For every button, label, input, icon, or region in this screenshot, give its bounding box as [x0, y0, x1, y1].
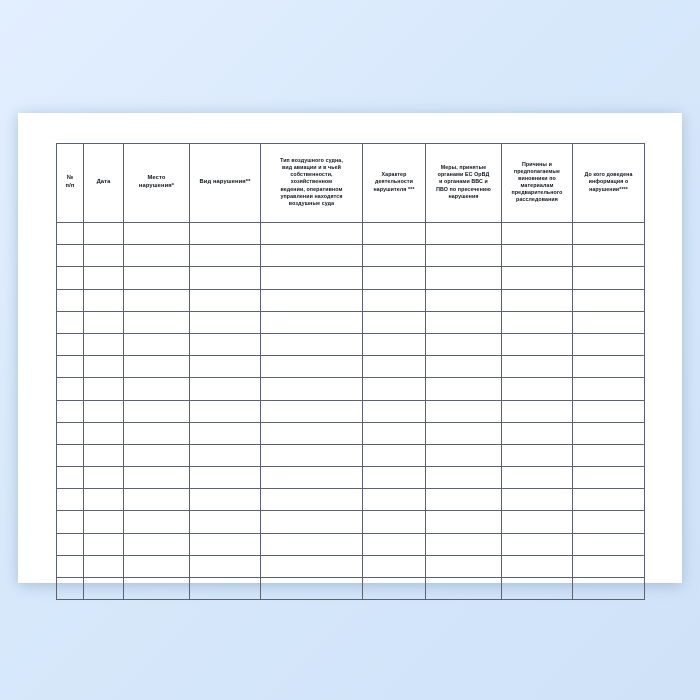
table-cell-number[interactable]: [57, 422, 84, 444]
table-cell-aircraft_type[interactable]: [261, 555, 363, 577]
table-cell-violation_type[interactable]: [190, 400, 261, 422]
table-cell-activity_character[interactable]: [363, 289, 426, 311]
table-cell-informed[interactable]: [573, 223, 645, 245]
table-cell-date[interactable]: [84, 533, 124, 555]
table-cell-informed[interactable]: [573, 289, 645, 311]
table-cell-informed[interactable]: [573, 400, 645, 422]
table-row[interactable]: [57, 489, 645, 511]
table-cell-measures[interactable]: [426, 356, 502, 378]
column-header-place: [124, 144, 190, 223]
table-cell-informed[interactable]: [573, 578, 645, 600]
table-cell-informed[interactable]: [573, 378, 645, 400]
table-cell-informed[interactable]: [573, 422, 645, 444]
table-cell-place[interactable]: [124, 511, 190, 533]
table-cell-aircraft_type[interactable]: [261, 422, 363, 444]
table-cell-number[interactable]: [57, 356, 84, 378]
header-line: органами ЕС ОрВД: [437, 172, 490, 179]
table-cell-place[interactable]: [124, 400, 190, 422]
table-cell-informed[interactable]: [573, 444, 645, 466]
table-cell-number[interactable]: [57, 489, 84, 511]
header-line: Меры, принятые: [440, 165, 487, 172]
table-row[interactable]: [57, 422, 645, 444]
table-cell-date[interactable]: [84, 578, 124, 600]
table-cell-causes[interactable]: [502, 289, 573, 311]
table-cell-informed[interactable]: [573, 267, 645, 289]
table-cell-measures[interactable]: [426, 533, 502, 555]
table-cell-violation_type[interactable]: [190, 578, 261, 600]
column-header-violation-type: [190, 144, 261, 223]
table-cell-activity_character[interactable]: [363, 378, 426, 400]
header-line: управлении находятся: [280, 193, 343, 200]
header-line: предполагаемые: [513, 168, 561, 175]
table-container: [56, 143, 644, 600]
table-cell-measures[interactable]: [426, 267, 502, 289]
table-cell-date[interactable]: [84, 311, 124, 333]
table-cell-place[interactable]: [124, 489, 190, 511]
table-cell-aircraft_type[interactable]: [261, 467, 363, 489]
table-cell-violation_type[interactable]: [190, 289, 261, 311]
table-cell-activity_character[interactable]: [363, 311, 426, 333]
table-cell-place[interactable]: [124, 267, 190, 289]
table-cell-violation_type[interactable]: [190, 223, 261, 245]
table-row[interactable]: [57, 555, 645, 577]
table-cell-violation_type[interactable]: [190, 356, 261, 378]
table-cell-causes[interactable]: [502, 444, 573, 466]
table-cell-aircraft_type[interactable]: [261, 223, 363, 245]
table-cell-number[interactable]: [57, 533, 84, 555]
header-line: расследования: [516, 197, 558, 204]
table-cell-activity_character[interactable]: [363, 533, 426, 555]
header-line: и органами ВВС и: [439, 179, 488, 186]
table-cell-aircraft_type[interactable]: [261, 378, 363, 400]
table-cell-informed[interactable]: [573, 489, 645, 511]
table-cell-measures[interactable]: [426, 555, 502, 577]
table-row[interactable]: [57, 378, 645, 400]
table-cell-date[interactable]: [84, 511, 124, 533]
header-line: Место: [147, 175, 166, 182]
table-cell-number[interactable]: [57, 511, 84, 533]
column-header-activity-character: [363, 144, 426, 223]
table-cell-activity_character[interactable]: [363, 467, 426, 489]
header-line: Тип воздушного судна,: [280, 158, 343, 164]
table-cell-number[interactable]: [57, 311, 84, 333]
table-cell-activity_character[interactable]: [363, 333, 426, 355]
table-row[interactable]: [57, 267, 645, 289]
document-page: [18, 113, 682, 583]
table-cell-measures[interactable]: [426, 289, 502, 311]
table-cell-date[interactable]: [84, 444, 124, 466]
table-cell-place[interactable]: [124, 533, 190, 555]
header-line: Причины и: [522, 161, 552, 168]
table-cell-causes[interactable]: [502, 223, 573, 245]
table-cell-measures[interactable]: [426, 511, 502, 533]
table-cell-causes[interactable]: [502, 267, 573, 289]
table-cell-measures[interactable]: [426, 311, 502, 333]
table-cell-causes[interactable]: [502, 356, 573, 378]
table-cell-aircraft_type[interactable]: [261, 444, 363, 466]
table-cell-measures[interactable]: [426, 378, 502, 400]
header-line: информация о: [588, 179, 629, 186]
header-line: ПВО по пресечению: [436, 186, 491, 193]
table-cell-date[interactable]: [84, 333, 124, 355]
header-line: №: [66, 175, 74, 182]
table-cell-place[interactable]: [124, 578, 190, 600]
table-cell-place[interactable]: [124, 422, 190, 444]
header-line: собственности,: [290, 172, 333, 179]
table-cell-causes[interactable]: [502, 489, 573, 511]
table-cell-causes[interactable]: [502, 533, 573, 555]
table-row[interactable]: [57, 356, 645, 378]
table-cell-informed[interactable]: [573, 333, 645, 355]
table-cell-place[interactable]: [124, 356, 190, 378]
table-cell-date[interactable]: [84, 555, 124, 577]
column-header-informed: [573, 144, 645, 223]
table-cell-causes[interactable]: [502, 378, 573, 400]
table-cell-causes[interactable]: [502, 578, 573, 600]
header-line: нарушении****: [589, 186, 628, 193]
table-cell-violation_type[interactable]: [190, 378, 261, 400]
table-cell-date[interactable]: [84, 378, 124, 400]
table-row[interactable]: [57, 289, 645, 311]
table-header-row: [57, 144, 645, 223]
table-row[interactable]: [57, 578, 645, 600]
header-line: воздушные суда: [288, 200, 335, 207]
table-cell-measures[interactable]: [426, 333, 502, 355]
table-cell-number[interactable]: [57, 467, 84, 489]
table-cell-informed[interactable]: [573, 511, 645, 533]
table-cell-date[interactable]: [84, 245, 124, 267]
table-cell-violation_type[interactable]: [190, 311, 261, 333]
table-cell-measures[interactable]: [426, 444, 502, 466]
table-cell-aircraft_type[interactable]: [261, 356, 363, 378]
table-cell-aircraft_type[interactable]: [261, 511, 363, 533]
table-cell-aircraft_type[interactable]: [261, 333, 363, 355]
table-cell-activity_character[interactable]: [363, 422, 426, 444]
table-cell-causes[interactable]: [502, 511, 573, 533]
header-line: предварительного: [511, 190, 563, 197]
column-header-date: [84, 144, 124, 223]
header-line: Дата: [96, 179, 111, 186]
table-row[interactable]: [57, 245, 645, 267]
table-cell-measures[interactable]: [426, 245, 502, 267]
header-line: материалам: [520, 183, 554, 189]
table-cell-informed[interactable]: [573, 245, 645, 267]
table-row[interactable]: [57, 223, 645, 245]
column-header-causes: [502, 144, 573, 223]
column-header-aircraft-type: [261, 144, 363, 223]
table-cell-informed[interactable]: [573, 356, 645, 378]
table-row[interactable]: [57, 533, 645, 555]
table-cell-activity_character[interactable]: [363, 489, 426, 511]
table-cell-place[interactable]: [124, 378, 190, 400]
table-row[interactable]: [57, 311, 645, 333]
table-cell-causes[interactable]: [502, 311, 573, 333]
table-row[interactable]: [57, 444, 645, 466]
header-line: нарушения*: [138, 183, 175, 189]
table-cell-place[interactable]: [124, 223, 190, 245]
table-cell-informed[interactable]: [573, 533, 645, 555]
header-line: Характер: [381, 172, 407, 179]
header-line: хозяйственном: [290, 179, 333, 186]
table-cell-activity_character[interactable]: [363, 356, 426, 378]
table-cell-measures[interactable]: [426, 467, 502, 489]
table-row[interactable]: [57, 333, 645, 355]
table-cell-number[interactable]: [57, 578, 84, 600]
header-line: До кого доведена: [584, 172, 633, 179]
table-cell-aircraft_type[interactable]: [261, 533, 363, 555]
table-cell-number[interactable]: [57, 289, 84, 311]
table-cell-violation_type[interactable]: [190, 489, 261, 511]
header-line: ведении, оперативном: [280, 186, 343, 193]
table-body: [57, 223, 645, 600]
table-cell-date[interactable]: [84, 467, 124, 489]
table-cell-causes[interactable]: [502, 245, 573, 267]
table-cell-causes[interactable]: [502, 333, 573, 355]
header-line: деятельности: [375, 179, 413, 186]
table-cell-violation_type[interactable]: [190, 555, 261, 577]
table-cell-number[interactable]: [57, 555, 84, 577]
header-line: виновники по: [518, 175, 556, 182]
violations-journal-table: [56, 143, 645, 600]
table-cell-activity_character[interactable]: [363, 555, 426, 577]
table-cell-measures[interactable]: [426, 489, 502, 511]
table-cell-number[interactable]: [57, 378, 84, 400]
table-cell-date[interactable]: [84, 223, 124, 245]
table-cell-violation_type[interactable]: [190, 511, 261, 533]
table-cell-activity_character[interactable]: [363, 400, 426, 422]
table-cell-causes[interactable]: [502, 467, 573, 489]
table-header: [57, 144, 645, 223]
table-cell-date[interactable]: [84, 489, 124, 511]
table-cell-violation_type[interactable]: [190, 267, 261, 289]
table-cell-causes[interactable]: [502, 422, 573, 444]
table-cell-aircraft_type[interactable]: [261, 400, 363, 422]
table-cell-place[interactable]: [124, 245, 190, 267]
table-cell-place[interactable]: [124, 333, 190, 355]
table-cell-date[interactable]: [84, 289, 124, 311]
table-cell-number[interactable]: [57, 267, 84, 289]
table-cell-place[interactable]: [124, 467, 190, 489]
table-row[interactable]: [57, 467, 645, 489]
table-cell-number[interactable]: [57, 333, 84, 355]
table-cell-date[interactable]: [84, 400, 124, 422]
table-cell-violation_type[interactable]: [190, 422, 261, 444]
table-cell-activity_character[interactable]: [363, 511, 426, 533]
table-cell-place[interactable]: [124, 444, 190, 466]
table-cell-measures[interactable]: [426, 223, 502, 245]
table-cell-place[interactable]: [124, 289, 190, 311]
table-cell-place[interactable]: [124, 311, 190, 333]
header-line: вид авиации и в чьей: [282, 165, 341, 172]
header-line: п/п: [65, 183, 75, 189]
header-line: Вид нарушения**: [199, 179, 251, 186]
table-cell-violation_type[interactable]: [190, 245, 261, 267]
table-cell-aircraft_type[interactable]: [261, 489, 363, 511]
table-cell-aircraft_type[interactable]: [261, 245, 363, 267]
table-cell-measures[interactable]: [426, 400, 502, 422]
table-row[interactable]: [57, 400, 645, 422]
table-cell-violation_type[interactable]: [190, 444, 261, 466]
table-cell-measures[interactable]: [426, 578, 502, 600]
table-cell-number[interactable]: [57, 400, 84, 422]
table-cell-activity_character[interactable]: [363, 267, 426, 289]
table-cell-causes[interactable]: [502, 555, 573, 577]
table-cell-violation_type[interactable]: [190, 333, 261, 355]
column-header-measures: [426, 144, 502, 223]
table-cell-causes[interactable]: [502, 400, 573, 422]
table-cell-informed[interactable]: [573, 467, 645, 489]
table-cell-aircraft_type[interactable]: [261, 267, 363, 289]
table-cell-number[interactable]: [57, 223, 84, 245]
table-cell-aircraft_type[interactable]: [261, 578, 363, 600]
table-cell-activity_character[interactable]: [363, 578, 426, 600]
header-line: нарушителя ***: [373, 186, 415, 193]
table-cell-date[interactable]: [84, 356, 124, 378]
table-cell-activity_character[interactable]: [363, 223, 426, 245]
column-header-number: [57, 144, 84, 223]
table-cell-place[interactable]: [124, 555, 190, 577]
table-cell-activity_character[interactable]: [363, 444, 426, 466]
table-cell-aircraft_type[interactable]: [261, 311, 363, 333]
table-cell-number[interactable]: [57, 444, 84, 466]
table-cell-aircraft_type[interactable]: [261, 289, 363, 311]
table-cell-violation_type[interactable]: [190, 533, 261, 555]
table-cell-informed[interactable]: [573, 311, 645, 333]
table-cell-date[interactable]: [84, 422, 124, 444]
table-cell-violation_type[interactable]: [190, 467, 261, 489]
table-cell-date[interactable]: [84, 267, 124, 289]
table-cell-number[interactable]: [57, 245, 84, 267]
header-line: нарушения: [448, 193, 479, 200]
table-row[interactable]: [57, 511, 645, 533]
table-cell-measures[interactable]: [426, 422, 502, 444]
table-cell-activity_character[interactable]: [363, 245, 426, 267]
table-cell-informed[interactable]: [573, 555, 645, 577]
